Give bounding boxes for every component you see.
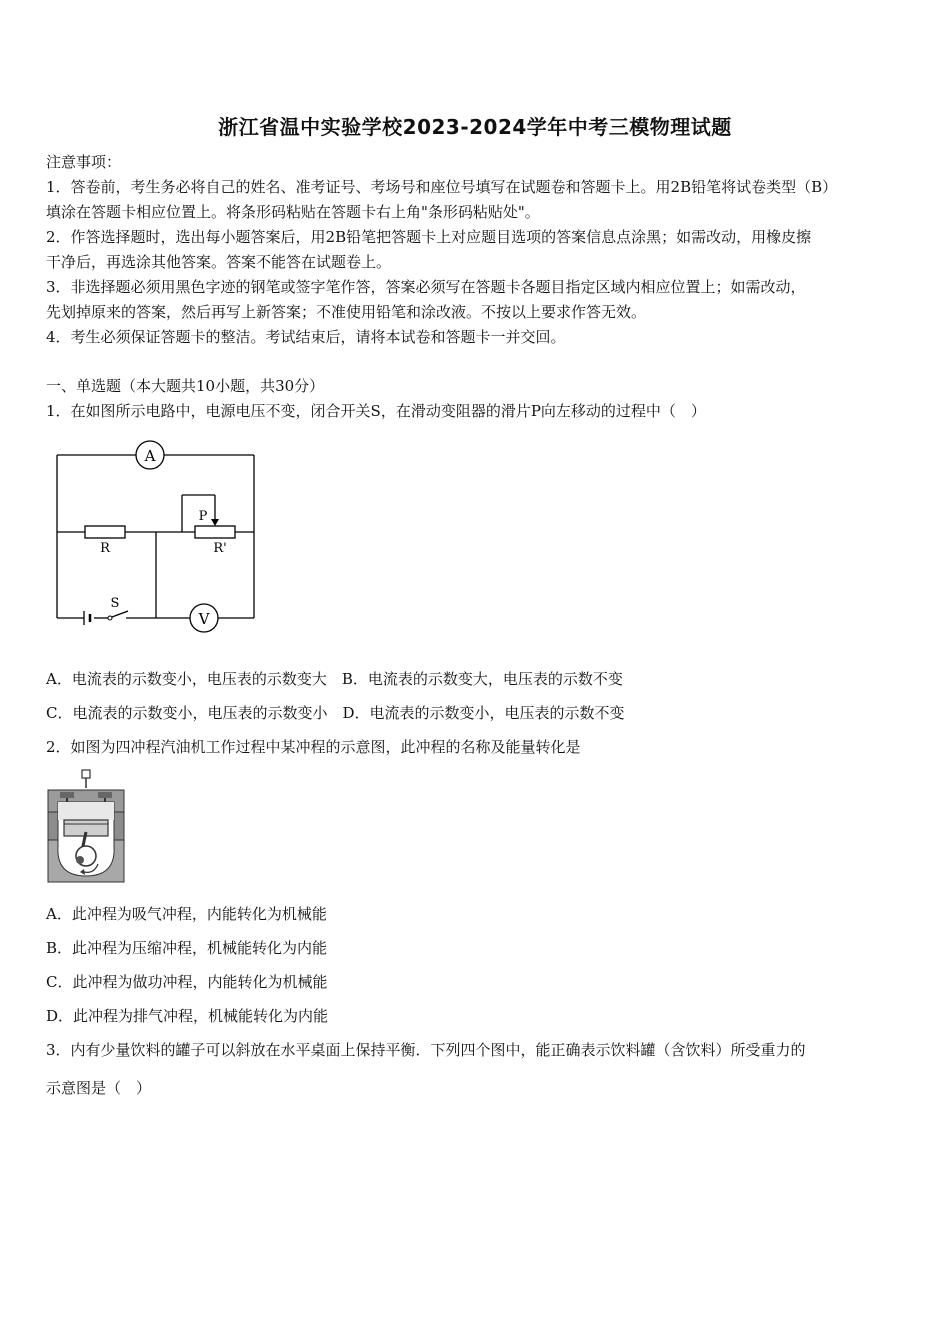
resistor-symbol [85, 526, 125, 538]
ammeter-label: A [144, 447, 156, 465]
rheostat-symbol [195, 526, 235, 538]
switch-contact [108, 616, 112, 620]
notice-line: 4．考生必须保证答题卡的整洁。考试结束后，请将本试卷和答题卡一并交回。 [46, 328, 566, 346]
voltmeter-label: V [198, 610, 210, 628]
notice-line: 先划掉原来的答案，然后再写上新答案；不准使用铅笔和涂改液。不按以上要求作答无效。 [46, 303, 647, 321]
question-3-stem: 3．内有少量饮料的罐子可以斜放在水平桌面上保持平衡．下列四个图中，能正确表示饮料罐（含饮料）所受重力的 [46, 1041, 806, 1059]
notice-line: 2．作答选择题时，选出每小题答案后，用2B铅笔把答题卡上对应题目选项的答案信息点涂黑；如需改动，用橡皮擦 [46, 228, 812, 246]
switch-label: S [110, 596, 120, 611]
circuit-diagram [40, 435, 280, 635]
question-2-option: B．此冲程为压缩冲程，机械能转化为内能 [46, 939, 328, 957]
question-1-options: C．电流表的示数变小，电压表的示数变小 D．电流表的示数变小，电压表的示数不变 [46, 704, 625, 722]
notice-line: 3．非选择题必须用黑色字迹的钢笔或签字笔作答，答案必须写在答题卡各题目指定区域内相应位置上；如需改动， [46, 278, 806, 296]
engine-diagram [44, 768, 128, 884]
notice-heading: 注意事项： [46, 153, 122, 171]
question-2-option: C．此冲程为做功冲程，内能转化为机械能 [46, 973, 328, 991]
rheostat-label: R' [213, 541, 227, 556]
notice-line: 干净后，再选涂其他答案。答案不能答在试题卷上。 [46, 253, 392, 271]
section-heading: 一、单选题（本大题共10小题，共30分） [46, 377, 325, 395]
slider-arrow-icon [211, 519, 219, 526]
resistor-label: R [100, 541, 110, 556]
slider-label: P [198, 509, 208, 524]
question-2-option: D．此冲程为排气冲程，机械能转化为内能 [46, 1007, 329, 1025]
page-title: 浙江省温中实验学校2023-2024学年中考三模物理试题 [218, 115, 732, 139]
question-3-stem: 示意图是（ ） [46, 1079, 152, 1097]
notice-line: 填涂在答题卡相应位置上。将条形码粘贴在答题卡右上角"条形码粘贴处"。 [46, 203, 540, 221]
question-1-options: A．电流表的示数变小，电压表的示数变大 B．电流表的示数变大，电压表的示数不变 [46, 670, 623, 688]
question-2-option: A．此冲程为吸气冲程，内能转化为机械能 [46, 905, 327, 923]
switch-lever [112, 611, 128, 617]
notice-line: 1．答卷前，考生务必将自己的姓名、准考证号、考场号和座位号填写在试题卷和答题卡上。用2B铅笔将试卷类型（B） [46, 178, 838, 196]
question-2-stem: 2．如图为四冲程汽油机工作过程中某冲程的示意图，此冲程的名称及能量转化是 [46, 738, 581, 756]
question-1-stem: 1．在如图所示电路中，电源电压不变，闭合开关S，在滑动变阻器的滑片P向左移动的过程中（ ） [46, 402, 706, 420]
